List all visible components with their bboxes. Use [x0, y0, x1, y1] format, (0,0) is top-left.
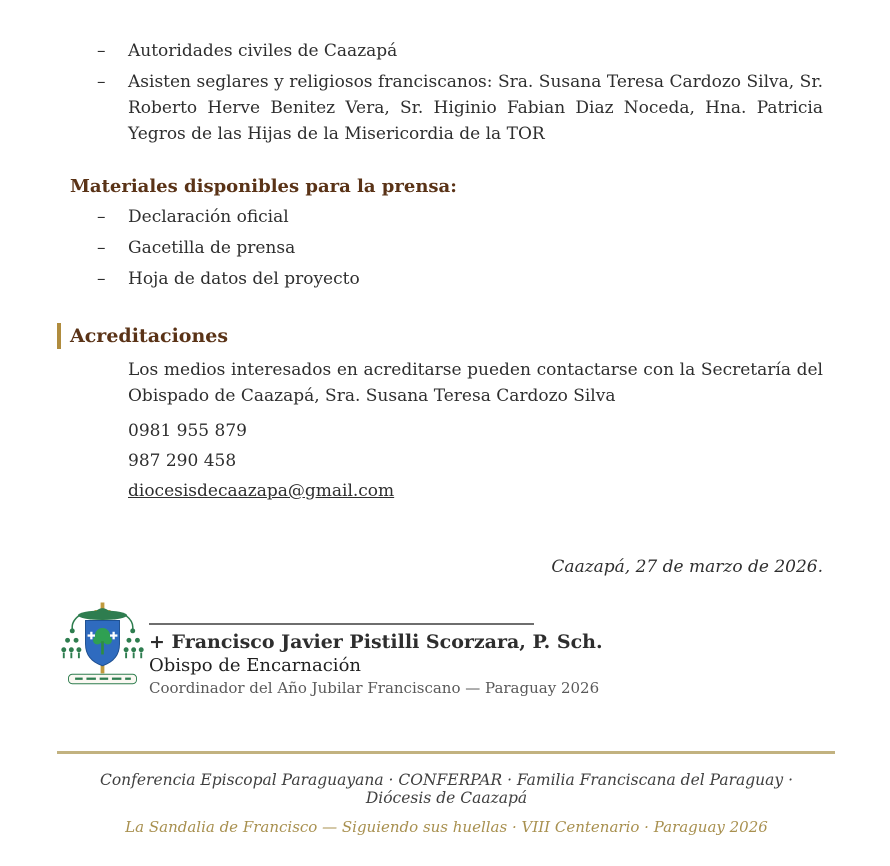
footer-organizations: Conferencia Episcopal Paraguayana · CONFERPAR · Familia Franciscana del Paraguay · Diócesis de Caazapá [99, 771, 794, 807]
attendee-text: Autoridades civiles de Caazapá [128, 41, 398, 61]
phone-primary: 0981 955 879 [128, 421, 247, 441]
attendees-list [70, 38, 823, 147]
dateline: Caazapá, 27 de marzo de 2026. [551, 557, 823, 577]
episcopal-coat-of-arms [60, 599, 145, 691]
accreditations-body [70, 357, 823, 501]
accreditations-heading-row [57, 323, 823, 349]
signatory-title: Obispo de Encarnación [149, 655, 361, 676]
crest-cord-right [126, 616, 133, 629]
crest-tassels-left [61, 628, 81, 658]
signature-line [149, 623, 534, 625]
crest-motto-scroll [69, 674, 137, 683]
material-text: Declaración oficial [128, 207, 289, 227]
footer-campaign-motto: La Sandalia de Francisco — Siguiendo sus huellas · VIII Centenario · Paraguay 2026 [125, 818, 768, 836]
accreditations-paragraph: Los medios interesados en acreditarse pueden contactarse con la Secretaría del Obispado de Caazapá, Sra. Susana Teresa Cardozo Silva [128, 360, 823, 406]
list-item [70, 69, 823, 147]
list-item [70, 266, 823, 292]
signature-block [60, 599, 823, 699]
crest-cord-left [72, 616, 79, 629]
gold-accent-bar [57, 323, 61, 349]
material-text: Hoja de datos del proyecto [128, 269, 360, 289]
materials-heading: Materiales disponibles para la prensa: [70, 176, 457, 197]
attendee-text: – Asisten seglares y religiosos franciscanos: Sra. Susana Teresa Cardozo Silva, Sr. Roberto Herve Benitez Vera, Sr. Higinio Fabian Diaz Noceda, Hna. Patricia Yegros de las Hijas de la Misericordia de la TOR [128, 72, 823, 144]
phone-secondary: 987 290 458 [128, 451, 237, 471]
crest-tassels-right [124, 628, 144, 658]
signatory-name: + Francisco Javier Pistilli Scorzara, P. Sch. [149, 631, 603, 653]
crest-galero-brim [78, 611, 127, 620]
accreditations-heading: Acreditaciones [70, 325, 229, 347]
material-text: Gacetilla de prensa [128, 238, 296, 258]
email-link[interactable]: diocesisdecaazapa@gmail.com [128, 481, 395, 501]
list-item [70, 204, 823, 230]
signature-text [149, 623, 603, 699]
signatory-role: Coordinador del Año Jubilar Franciscano — Paraguay 2026 [149, 679, 600, 697]
list-item [70, 38, 823, 64]
materials-list [70, 204, 823, 292]
footer-gold-rule [57, 751, 835, 754]
list-item [70, 235, 823, 261]
